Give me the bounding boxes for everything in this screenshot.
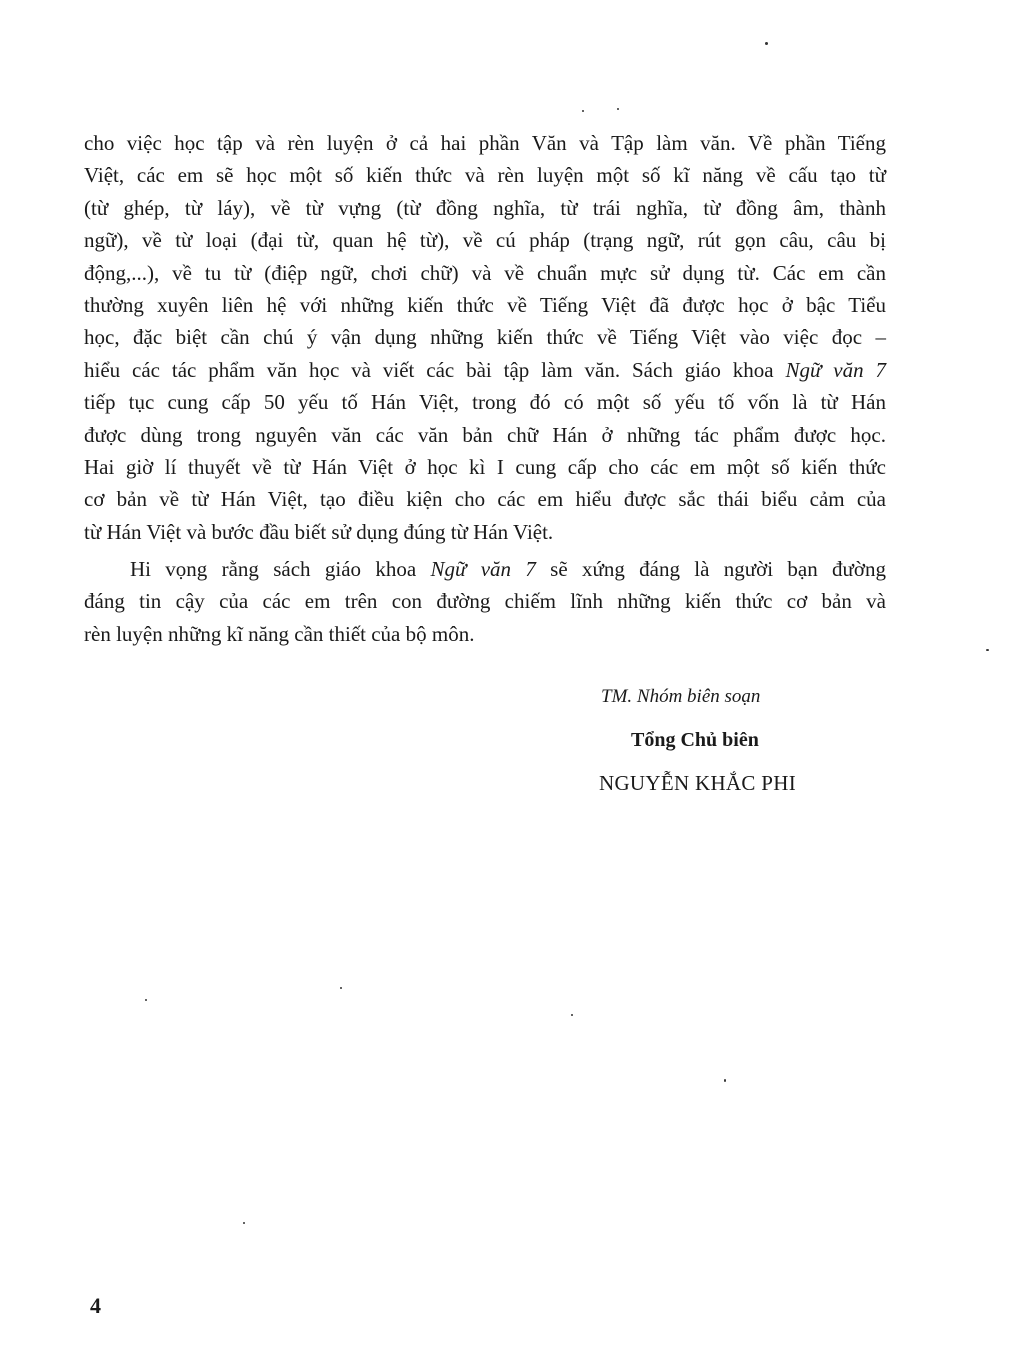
- scan-speck: [986, 649, 989, 651]
- scan-speck: [617, 108, 619, 110]
- text-segment: hiểu các tác phẩm văn học và viết các bài tập làm văn. Sách giáo khoa: [84, 357, 786, 382]
- signature-role: TM. Nhóm biên soạn: [601, 686, 761, 707]
- text-segment: sẽ xứng đáng là người bạn đường: [535, 557, 887, 581]
- text-line: cho việc học tập và rèn luyện ở cả hai phần Văn và Tập làm văn. Về phần Tiếng: [84, 131, 886, 155]
- text-line: động,...), về tu từ (điệp ngữ, chơi chữ) và về chuẩn mực sử dụng từ. Các em cần: [84, 260, 886, 285]
- book-title-italic: Ngữ văn 7: [785, 357, 886, 382]
- text-line: từ Hán Việt và bước đầu biết sử dụng đúng từ Hán Việt.: [84, 519, 554, 544]
- text-line: đáng tin cậy của các em trên con đường chiếm lĩnh những kiến thức cơ bản và: [84, 589, 886, 614]
- text-line: Việt, các em sẽ học một số kiến thức và rèn luyện một số kĩ năng về cấu tạo từ: [84, 163, 886, 188]
- signature-title: Tổng Chủ biên: [631, 729, 759, 751]
- body-paragraph-2: [84, 553, 886, 650]
- text-line: cơ bản về từ Hán Việt, tạo điều kiện cho các em hiểu được sắc thái biểu cảm của: [84, 487, 886, 512]
- text-line: được dùng trong nguyên văn các văn bản chữ Hán ở những tác phẩm được học.: [84, 422, 886, 447]
- scan-speck: [765, 42, 768, 45]
- scan-speck: [243, 1222, 245, 1224]
- text-line-with-italic: [84, 354, 886, 386]
- text-line: học, đặc biệt cần chú ý vận dụng những kiến thức về Tiếng Việt vào việc đọc –: [84, 325, 886, 350]
- body-paragraph-1: [84, 127, 886, 548]
- scan-speck: [582, 110, 584, 112]
- book-title-italic: Ngữ văn 7: [430, 557, 536, 581]
- page-number: 4: [90, 1293, 101, 1318]
- text-line: thường xuyên liên hệ với những kiến thức về Tiếng Việt đã được học ở bậc Tiểu: [84, 293, 886, 318]
- scan-speck: [145, 999, 147, 1001]
- text-line: rèn luyện những kĩ năng cần thiết của bộ môn.: [84, 621, 475, 646]
- scan-speck: [724, 1079, 726, 1082]
- text-line: Hai giờ lí thuyết về từ Hán Việt ở học kì I cung cấp cho các em một số kiến thức: [84, 455, 886, 480]
- signature-name: NGUYỄN KHẮC PHI: [599, 771, 796, 795]
- text-line-with-italic: [84, 553, 886, 585]
- text-line: tiếp tục cung cấp 50 yếu tố Hán Việt, trong đó có một số yếu tố vốn là từ Hán: [84, 390, 886, 415]
- text-segment: Hi vọng rằng sách giáo khoa: [130, 557, 431, 581]
- scan-speck: [340, 987, 342, 989]
- scan-speck: [571, 1014, 573, 1016]
- text-line: ngữ), về từ loại (đại từ, quan hệ từ), về cú pháp (trạng ngữ, rút gọn câu, câu bị: [84, 228, 886, 253]
- text-line: (từ ghép, từ láy), về từ vựng (từ đồng nghĩa, từ trái nghĩa, từ đồng âm, thành: [84, 195, 886, 220]
